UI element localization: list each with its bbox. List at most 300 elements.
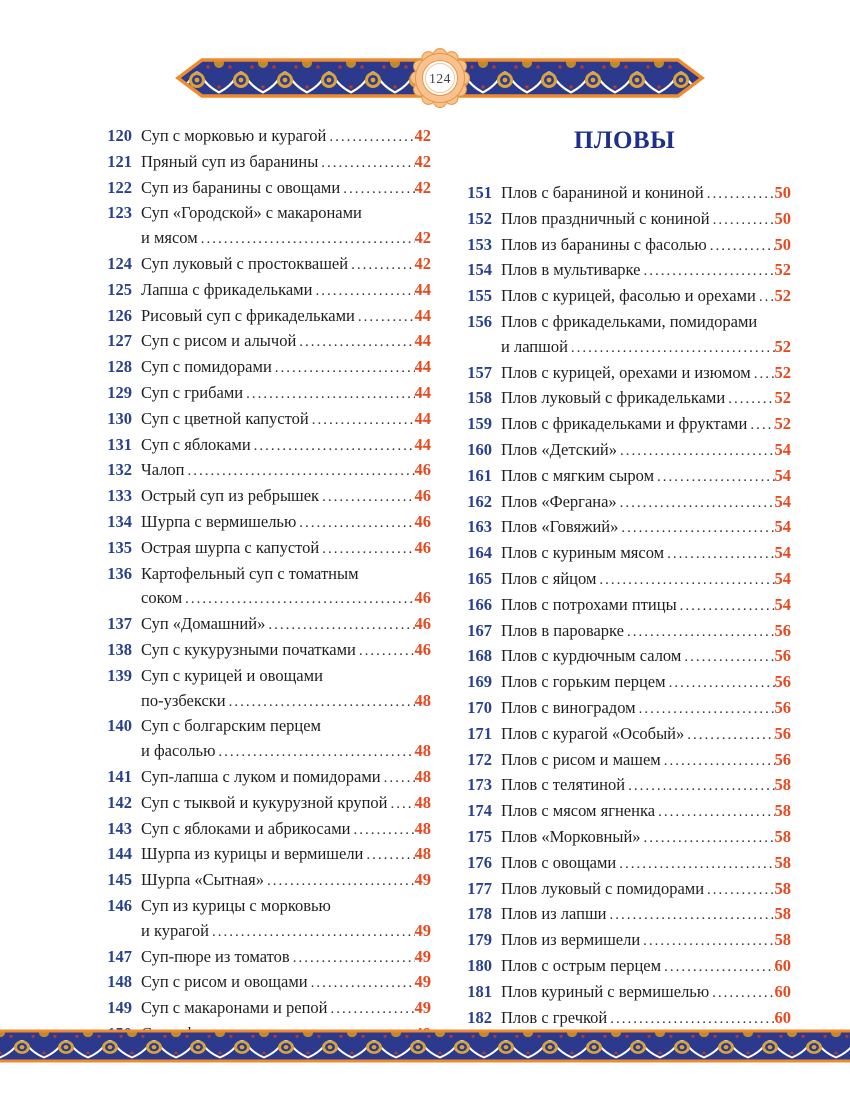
dot-leader (319, 537, 414, 562)
dot-leader (681, 645, 774, 670)
recipe-title: Плов луковый с помидорами (501, 878, 705, 898)
recipe-number: 124 (107, 253, 132, 273)
page-ref: 46 (414, 588, 431, 608)
recipe-title: Плов «Говяжий» (501, 517, 619, 537)
recipe-title: Плов с фрикадельками и фруктами (501, 414, 748, 434)
recipe-title: Плов с куриным мясом (501, 543, 665, 563)
recipe-title: соком (141, 588, 183, 608)
page-ref: 49 (414, 998, 431, 1018)
dot-leader (296, 511, 414, 536)
recipe-title: Плов с курицей, орехами и изюмом (501, 362, 751, 382)
toc-entry (458, 258, 791, 284)
toc-entry (458, 412, 791, 438)
recipe-title: Плов куриный с вермишелью (501, 981, 710, 1001)
page-ref: 46 (414, 537, 431, 557)
page-ref: 44 (414, 305, 431, 325)
dot-leader (272, 356, 415, 381)
recipe-number: 169 (467, 672, 492, 692)
dot-leader (355, 305, 415, 330)
dot-leader (296, 330, 414, 355)
dot-leader (710, 208, 775, 233)
dot-leader (319, 485, 414, 510)
dot-leader (618, 516, 774, 541)
page-number-medallion (411, 49, 470, 108)
recipe-number: 159 (467, 414, 492, 434)
dot-leader (607, 903, 775, 928)
dot-leader (381, 766, 415, 791)
recipe-title: Суп «Домашний» (141, 614, 266, 634)
recipe-title: Плов «Детский» (501, 439, 618, 459)
dot-leader (327, 997, 414, 1022)
recipe-title: Суп с грибами (141, 382, 244, 402)
dot-leader (185, 459, 415, 484)
toc-entry (458, 1006, 791, 1032)
recipe-number: 147 (107, 946, 132, 966)
recipe-number: 120 (107, 126, 132, 145)
recipe-title: Суп с цветной капустой (141, 408, 309, 428)
recipe-number: 174 (467, 801, 492, 821)
section-title-plovy: ПЛОВЫ (573, 127, 676, 154)
recipe-number: 175 (467, 826, 492, 846)
recipe-title: Пряный суп из баранины (141, 151, 319, 171)
dot-leader (226, 690, 415, 715)
toc-entry (98, 458, 431, 484)
toc-entry (98, 945, 431, 971)
recipe-title: Суп из баранины с овощами (141, 177, 341, 197)
recipe-number: 171 (467, 723, 492, 743)
toc-entry (98, 407, 431, 433)
page-ref: 44 (414, 357, 431, 377)
page-ref: 58 (774, 878, 791, 898)
page-ref: 56 (774, 723, 791, 743)
toc-entry (98, 612, 431, 638)
dot-leader (340, 177, 414, 202)
toc-entry (98, 791, 431, 817)
recipe-number: 179 (467, 930, 492, 950)
recipe-title: Плов из вермишели (501, 930, 641, 950)
recipe-title: Плов с курдючным салом (501, 646, 682, 666)
recipe-title: Шурпа с вермишелью (141, 511, 297, 531)
recipe-title: Плов с гречкой (501, 1007, 608, 1027)
toc-entry (458, 851, 791, 877)
recipe-title: Плов с горьким перцем (501, 672, 666, 692)
recipe-title: по-узбекски (141, 690, 226, 710)
dot-leader (309, 408, 415, 433)
recipe-title: Плов с телятиной (501, 775, 626, 795)
recipe-title: Плов с яйцом (501, 568, 597, 588)
recipe-number: 144 (107, 844, 132, 864)
toc-entry (458, 928, 791, 954)
dot-leader (182, 587, 414, 612)
recipe-title: Суп луковый с простоквашей (141, 253, 349, 273)
page-ref: 52 (774, 414, 791, 434)
dot-leader (709, 981, 774, 1006)
page-ref: 58 (774, 904, 791, 924)
recipe-number: 182 (467, 1007, 492, 1027)
dot-leader (308, 971, 415, 996)
page-number: 124 (429, 71, 451, 86)
recipe-number: 143 (107, 818, 132, 838)
toc-entry (458, 464, 791, 490)
recipe-title: Суп-лапша с луком и помидорами (141, 766, 381, 786)
recipe-number: 153 (467, 234, 492, 254)
recipe-number: 170 (467, 697, 492, 717)
recipe-number: 127 (107, 331, 132, 351)
recipe-number: 139 (107, 665, 132, 685)
toc-entry (98, 201, 431, 252)
recipe-number: 173 (467, 775, 492, 795)
recipe-title: Картофельный суп с томатным (141, 563, 359, 583)
page-ref: 54 (774, 491, 791, 511)
recipe-title: и мясом (141, 228, 198, 248)
recipe-title: Плов с бараниной и кониной (501, 183, 704, 202)
dot-leader (356, 639, 415, 664)
recipe-number: 165 (467, 568, 492, 588)
dot-leader (704, 878, 774, 903)
dot-leader (756, 285, 775, 310)
recipe-number: 154 (467, 260, 492, 280)
page-ref: 54 (774, 465, 791, 485)
recipe-number: 161 (467, 465, 492, 485)
dot-leader (684, 723, 774, 748)
page-ref: 48 (414, 766, 431, 786)
dot-leader (596, 568, 774, 593)
toc-entry (458, 954, 791, 980)
dot-leader (209, 920, 415, 945)
toc-entry (98, 817, 431, 843)
recipe-title: Суп с рисом и овощами (141, 972, 308, 992)
toc-entry (98, 381, 431, 407)
page-ref: 56 (774, 697, 791, 717)
page-ref: 49 (414, 920, 431, 940)
recipe-number: 168 (467, 646, 492, 666)
dot-leader (290, 946, 415, 971)
toc-entry (458, 799, 791, 825)
page-ref: 56 (774, 749, 791, 769)
page-ref: 58 (774, 775, 791, 795)
dot-leader (641, 826, 775, 851)
recipe-number: 146 (107, 895, 132, 915)
recipe-title: Суп с тыквой и кукурузной крупой (141, 792, 388, 812)
recipe-number: 148 (107, 972, 132, 992)
recipe-title: Плов «Морковный» (501, 826, 641, 846)
toc-entry (98, 638, 431, 664)
recipe-title: Плов с курагой «Особый» (501, 723, 685, 743)
page-ref: 52 (774, 260, 791, 280)
page-ref: 44 (414, 382, 431, 402)
recipe-title: Суп с рисом и алычой (141, 331, 297, 351)
dot-leader (640, 259, 774, 284)
recipe-number: 126 (107, 305, 132, 325)
toc-entry (458, 877, 791, 903)
recipe-title: Плов с фрикадельками, помидорами (501, 311, 758, 331)
recipe-number: 157 (467, 362, 492, 382)
page-ref: 48 (414, 792, 431, 812)
recipe-number: 156 (467, 311, 492, 331)
toc-entry (458, 773, 791, 799)
recipe-title: Плов в мультиварке (501, 260, 641, 280)
recipe-title: Суп с макаронами и репой (141, 998, 328, 1018)
toc-entry (98, 484, 431, 510)
toc-column-left (98, 124, 431, 1048)
toc-entry (98, 150, 431, 176)
dot-leader (661, 955, 774, 980)
recipe-title: Шурпа «Сытная» (141, 870, 264, 890)
dot-leader (568, 336, 775, 361)
page-ref: 58 (774, 930, 791, 950)
page-ref: 54 (774, 543, 791, 563)
page-ref: 52 (774, 388, 791, 408)
toc-entry (98, 996, 431, 1022)
recipe-title: Суп с морковью и курагой (141, 126, 327, 145)
page-ref: 48 (414, 690, 431, 710)
recipe-number: 122 (107, 177, 132, 197)
footer-band-shape (0, 1031, 850, 1061)
toc-entry (98, 278, 431, 304)
recipe-number: 141 (107, 766, 132, 786)
page-ref: 50 (774, 234, 791, 254)
recipe-number: 129 (107, 382, 132, 402)
toc-entry (98, 329, 431, 355)
dot-leader (198, 227, 415, 252)
toc-entry (458, 902, 791, 928)
dot-leader (661, 749, 775, 774)
page-ref: 46 (414, 460, 431, 480)
toc-entry (458, 438, 791, 464)
recipe-title: Острая шурпа с капустой (141, 537, 320, 557)
recipe-title: Плов луковый с фрикадельками (501, 388, 726, 408)
toc-entry (98, 433, 431, 459)
recipe-title: Плов с потрохами птицы (501, 594, 677, 614)
toc-entry (458, 722, 791, 748)
toc-entry (458, 980, 791, 1006)
toc-entry (458, 515, 791, 541)
page-ref: 58 (774, 852, 791, 872)
toc-entry (458, 696, 791, 722)
recipe-title: Плов праздничный с кониной (501, 208, 710, 228)
toc-entry (458, 181, 791, 207)
recipe-number: 131 (107, 434, 132, 454)
recipe-title: Плов «Фергана» (501, 491, 617, 511)
recipe-number: 178 (467, 904, 492, 924)
page-ref: 56 (774, 672, 791, 692)
page-ref: 46 (414, 511, 431, 531)
dot-leader (654, 465, 774, 490)
page-ref: 44 (414, 408, 431, 428)
toc-entry (458, 567, 791, 593)
dot-leader (617, 491, 775, 516)
dot-leader (624, 620, 775, 645)
recipe-number: 177 (467, 878, 492, 898)
recipe-title: Суп с помидорами (141, 357, 272, 377)
recipe-number: 134 (107, 511, 132, 531)
page-ref: 42 (414, 177, 431, 197)
toc-entry (458, 670, 791, 696)
dot-leader (655, 800, 774, 825)
toc-entry (458, 825, 791, 851)
toc-entry (98, 894, 431, 945)
dot-leader (625, 774, 774, 799)
dot-leader (636, 697, 775, 722)
recipe-title: Плов с мясом ягненка (501, 801, 656, 821)
recipe-number: 137 (107, 614, 132, 634)
recipe-number: 123 (107, 203, 132, 223)
dot-leader (704, 182, 775, 207)
toc-entry (98, 536, 431, 562)
page-ref: 49 (414, 972, 431, 992)
recipe-title: Плов с овощами (501, 852, 617, 872)
recipe-number: 132 (107, 460, 132, 480)
dot-leader (388, 792, 415, 817)
toc-entry (458, 386, 791, 412)
recipe-number: 181 (467, 981, 492, 1001)
dot-leader (318, 151, 414, 176)
dot-leader (616, 852, 774, 877)
page-ref: 52 (774, 336, 791, 356)
dot-leader (607, 1007, 774, 1032)
toc-entry (458, 310, 791, 361)
toc-entry (98, 510, 431, 536)
toc-entry (458, 284, 791, 310)
recipe-title: и курагой (141, 920, 209, 940)
page-ref: 60 (774, 981, 791, 1001)
recipe-title: Суп с кукурузными початками (141, 639, 356, 659)
toc-entry (98, 868, 431, 894)
dot-leader (664, 542, 774, 567)
recipe-number: 158 (467, 388, 492, 408)
dot-leader (707, 234, 775, 259)
page-ref: 52 (774, 362, 791, 382)
page-ref: 42 (414, 253, 431, 273)
recipe-number: 167 (467, 620, 492, 640)
recipe-number: 176 (467, 852, 492, 872)
toc-entry (98, 664, 431, 715)
toc-entry (458, 619, 791, 645)
recipe-title: Суп с яблоками и абрикосами (141, 818, 351, 838)
page-ref: 44 (414, 434, 431, 454)
page-ref: 49 (414, 946, 431, 966)
toc-column-right (458, 124, 791, 1057)
page-ref: 44 (414, 331, 431, 351)
recipe-title: Рисовый суп с фрикадельками (141, 305, 355, 325)
page-ref: 60 (774, 1007, 791, 1027)
recipe-title: и фасолью (141, 741, 216, 761)
recipe-title: Плов с рисом и машем (501, 749, 661, 769)
dot-leader (312, 279, 414, 304)
page-ref: 50 (774, 183, 791, 202)
page-ref: 50 (774, 208, 791, 228)
recipe-title: и лапшой (501, 336, 568, 356)
recipe-number: 128 (107, 357, 132, 377)
dot-leader (666, 671, 775, 696)
recipe-title: Суп «Городской» с макаронами (141, 203, 362, 223)
toc-entries-right (458, 181, 791, 1057)
recipe-title: Плов с мягким сыром (501, 465, 655, 485)
toc-entry (98, 714, 431, 765)
recipe-number: 160 (467, 439, 492, 459)
recipe-number: 163 (467, 517, 492, 537)
toc-entry (458, 541, 791, 567)
page-ref: 48 (414, 741, 431, 761)
recipe-number: 142 (107, 792, 132, 812)
recipe-title: Плов с острым перцем (501, 955, 662, 975)
toc-entry (458, 207, 791, 233)
recipe-number: 164 (467, 543, 492, 563)
recipe-title: Суп с курицей и овощами (141, 665, 323, 685)
dot-leader (326, 125, 414, 150)
recipe-title: Плов из баранины с фасолью (501, 234, 707, 254)
dot-leader (747, 413, 774, 438)
dot-leader (265, 613, 414, 638)
recipe-number: 133 (107, 486, 132, 506)
toc-entry (458, 748, 791, 774)
dot-leader (251, 434, 415, 459)
recipe-number: 166 (467, 594, 492, 614)
recipe-number: 130 (107, 408, 132, 428)
toc-entry (98, 842, 431, 868)
page-ref: 60 (774, 955, 791, 975)
header-ornament-band (175, 44, 705, 112)
recipe-title: Плов в пароварке (501, 620, 624, 640)
recipe-number: 149 (107, 998, 132, 1018)
toc-entry (98, 765, 431, 791)
recipe-title: Плов с курицей, фасолью и орехами (501, 286, 756, 306)
recipe-title: Плов с виноградом (501, 697, 636, 717)
page-ref: 46 (414, 639, 431, 659)
page-ref: 42 (414, 151, 431, 171)
page-ref: 44 (414, 279, 431, 299)
toc-entry (458, 644, 791, 670)
recipe-number: 145 (107, 870, 132, 890)
recipe-number: 172 (467, 749, 492, 769)
toc-entry (98, 304, 431, 330)
recipe-title: Суп из курицы с морковью (141, 895, 331, 915)
page-ref: 46 (414, 486, 431, 506)
page-ref: 46 (414, 614, 431, 634)
toc-entry (98, 970, 431, 996)
page-ref: 54 (774, 517, 791, 537)
recipe-number: 152 (467, 208, 492, 228)
toc-entry (98, 176, 431, 202)
page-ref: 56 (774, 646, 791, 666)
dot-leader (243, 382, 414, 407)
recipe-title: Чалоп (141, 460, 185, 480)
toc-entry (458, 233, 791, 259)
dot-leader (215, 740, 414, 765)
page-ref: 58 (774, 801, 791, 821)
page-ref: 58 (774, 826, 791, 846)
dot-leader (617, 439, 774, 464)
recipe-title: Суп с яблоками (141, 434, 251, 454)
dot-leader (348, 253, 414, 278)
dot-leader (725, 387, 774, 412)
recipe-number: 121 (107, 151, 132, 171)
recipe-number: 138 (107, 639, 132, 659)
recipe-title: Суп-пюре из томатов (141, 946, 290, 966)
toc-entry (98, 252, 431, 278)
dot-leader (351, 818, 415, 843)
dot-leader (751, 362, 775, 387)
recipe-title: Лапша с фрикадельками (141, 279, 313, 299)
recipe-number: 125 (107, 279, 132, 299)
recipe-title: Шурпа из курицы и вермишели (141, 844, 364, 864)
page-ref: 48 (414, 818, 431, 838)
dot-leader (363, 843, 414, 868)
dot-leader (640, 929, 774, 954)
recipe-number: 135 (107, 537, 132, 557)
toc-entry (98, 355, 431, 381)
recipe-number: 140 (107, 716, 132, 736)
